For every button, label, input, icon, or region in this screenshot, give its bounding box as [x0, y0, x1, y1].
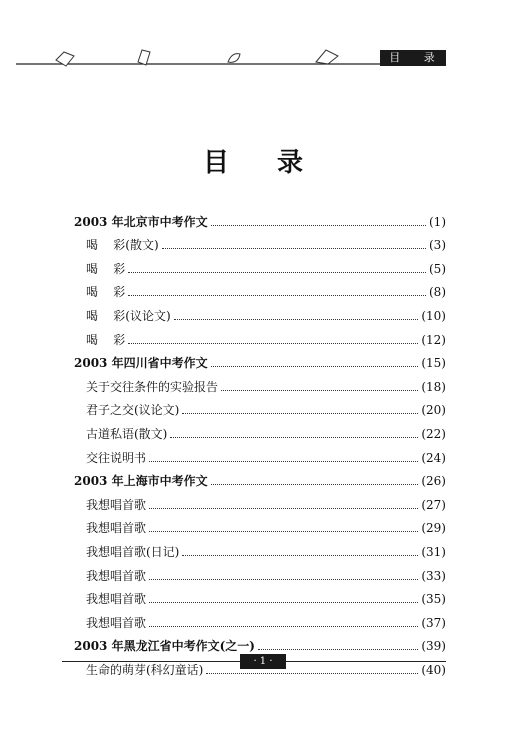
toc-leader-dots: [149, 579, 418, 580]
header-label: 目 录: [389, 51, 445, 64]
toc-page-number: (27): [421, 497, 446, 512]
toc-entry[interactable]: [74, 395, 446, 419]
toc-page-number: (22): [421, 426, 446, 441]
toc-title: 我想唱首歌: [86, 615, 147, 630]
toc-entry[interactable]: [74, 513, 446, 537]
toc-leader-dots: [221, 390, 418, 391]
toc-page-number: (12): [421, 332, 446, 347]
toc-leader-dots: [149, 531, 418, 532]
toc-section[interactable]: [74, 348, 446, 372]
table-of-contents: [74, 206, 446, 678]
toc-page-number: (33): [421, 568, 446, 583]
toc-leader-dots: [211, 366, 419, 367]
toc-page-number: (20): [421, 403, 446, 418]
footer-rule-right: [286, 661, 446, 662]
toc-entry[interactable]: [74, 300, 446, 324]
toc-leader-dots: [162, 248, 426, 249]
toc-leader-dots: [182, 413, 418, 414]
toc-leader-dots: [149, 626, 418, 627]
toc-page-number: (26): [421, 474, 446, 489]
toc-section[interactable]: [74, 206, 446, 230]
toc-title: 2003 年北京市中考作文: [74, 214, 208, 229]
toc-leader-dots: [128, 295, 426, 296]
toc-title: 交往说明书: [86, 450, 147, 465]
toc-title: 喝 彩: [86, 332, 126, 347]
page-title: 目录: [202, 148, 351, 178]
toc-page-number: (18): [421, 379, 446, 394]
page-number: · 1 ·: [253, 656, 273, 667]
toc-page-number: (10): [421, 308, 446, 323]
toc-page-number: (24): [421, 450, 446, 465]
toc-title: 我想唱首歌: [86, 592, 147, 607]
toc-page-number: (1): [429, 214, 446, 229]
toc-title: 君子之交(议论文): [86, 403, 180, 418]
toc-entry[interactable]: [74, 418, 446, 442]
toc-entry[interactable]: [74, 607, 446, 631]
toc-title: 喝 彩: [86, 285, 126, 300]
toc-page-number: (37): [421, 615, 446, 630]
toc-entry[interactable]: [74, 230, 446, 254]
toc-page-number: (35): [421, 592, 446, 607]
toc-leader-dots: [128, 272, 426, 273]
toc-entry[interactable]: [74, 277, 446, 301]
page-footer: [0, 650, 506, 674]
toc-page-number: (40): [421, 662, 446, 677]
toc-page-number: (31): [421, 544, 446, 559]
toc-entry[interactable]: [74, 371, 446, 395]
toc-title: 喝 彩(散文): [86, 238, 159, 253]
toc-page-number: (29): [421, 521, 446, 536]
footer-rule-left: [62, 661, 240, 662]
toc-leader-dots: [149, 602, 418, 603]
toc-title: 关于交往条件的实验报告: [86, 379, 219, 394]
toc-entry[interactable]: [74, 536, 446, 560]
toc-page-number: (39): [421, 639, 446, 654]
toc-page-number: (3): [429, 238, 446, 253]
toc-page-number: (5): [429, 261, 446, 276]
toc-title: 我想唱首歌: [86, 521, 147, 536]
toc-leader-dots: [182, 555, 418, 556]
toc-leader-dots: [128, 343, 418, 344]
page-header: [0, 0, 506, 90]
toc-title: 我想唱首歌(日记): [86, 544, 180, 559]
toc-leader-dots: [211, 484, 419, 485]
toc-title: 2003 年上海市中考作文: [74, 474, 208, 489]
toc-entry[interactable]: [74, 560, 446, 584]
toc-entry[interactable]: [74, 489, 446, 513]
toc-title: 2003 年四川省中考作文: [74, 356, 208, 371]
toc-entry[interactable]: [74, 253, 446, 277]
toc-section[interactable]: [74, 466, 446, 490]
toc-title: 生命的萌芽(科幻童话): [86, 662, 204, 677]
toc-leader-dots: [149, 461, 418, 462]
toc-title: 喝 彩(议论文): [86, 308, 171, 323]
toc-page-number: (8): [429, 285, 446, 300]
toc-title: 我想唱首歌: [86, 568, 147, 583]
toc-entry[interactable]: [74, 442, 446, 466]
toc-title: 我想唱首歌: [86, 497, 147, 512]
toc-leader-dots: [170, 437, 418, 438]
toc-entry[interactable]: [74, 584, 446, 608]
toc-title: 古道私语(散文): [86, 426, 168, 441]
header-ornament: [0, 0, 506, 90]
toc-leader-dots: [211, 225, 426, 226]
toc-leader-dots: [149, 508, 418, 509]
toc-page-number: (15): [421, 356, 446, 371]
toc-title: 2003 年黑龙江省中考作文(之一): [74, 639, 255, 654]
toc-title: 喝 彩: [86, 261, 126, 276]
toc-entry[interactable]: [74, 324, 446, 348]
toc-leader-dots: [174, 319, 419, 320]
